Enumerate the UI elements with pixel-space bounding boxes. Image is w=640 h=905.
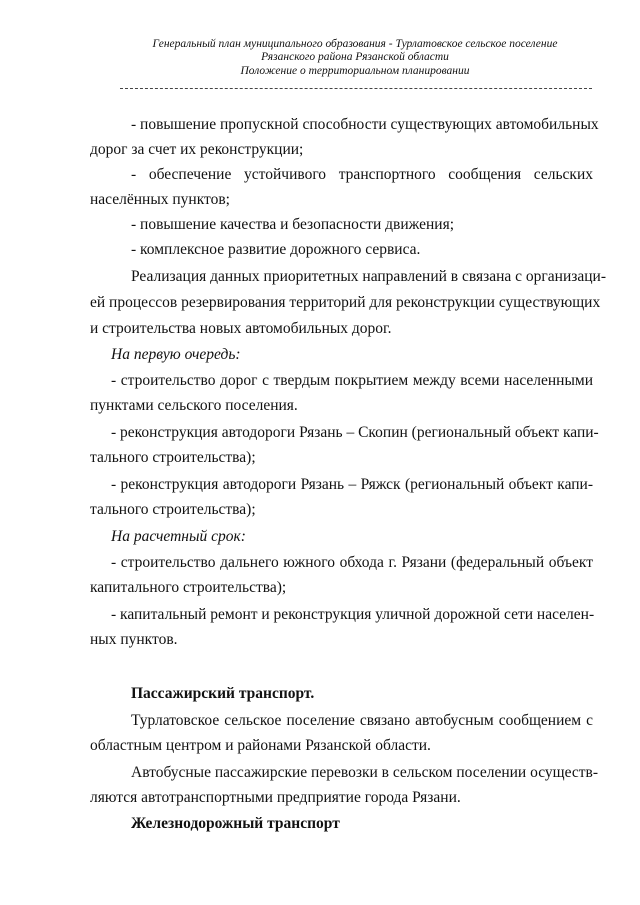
body-line: - реконструкция автодороги Рязань – Скопин (региональный объект капи-	[111, 424, 599, 441]
section-heading-passenger-transport: Пассажирский транспорт.	[131, 685, 315, 702]
body-line: - капитальный ремонт и реконструкция уличной дорожной сети населен-	[111, 606, 595, 623]
body-line: капитального строительства);	[90, 579, 287, 596]
header-line-3: Положение о территориальном планировании	[240, 64, 470, 77]
body-line: - комплексное развитие дорожного сервиса.	[131, 241, 421, 258]
header-line-1: Генеральный план муниципального образования - Турлатовское сельское поселение	[152, 38, 558, 50]
section-heading-railway-transport: Железнодорожный транспорт	[131, 815, 340, 832]
subheading-first-stage: На первую очередь:	[111, 346, 241, 363]
header-line-2: Рязанского района Рязанской области	[261, 51, 449, 64]
body-line: тального строительства);	[90, 449, 256, 466]
body-line: - строительство дальнего южного обхода г. Рязани (федеральный объект	[111, 554, 593, 571]
body-line: населённых пунктов;	[90, 191, 230, 208]
subheading-calculated-period: На расчетный срок:	[111, 528, 246, 545]
body-line: ляются автотранспортными предприятие города Рязани.	[90, 789, 461, 806]
body-line: - обеспечение устойчивого транспортного сообщения сельских	[131, 166, 593, 183]
body-line: ных пунктов.	[90, 631, 178, 648]
body-line: дорог за счет их реконструкции;	[90, 141, 304, 158]
body-line: ей процессов резервирования территорий для реконструкции существующих	[90, 294, 601, 311]
header-divider	[120, 88, 592, 89]
page-header	[120, 38, 590, 78]
body-line: областным центром и районами Рязанской области.	[90, 737, 431, 754]
body-line: - строительство дорог с твердым покрытием между всеми населенными	[111, 372, 593, 389]
body-line: тального строительства);	[90, 501, 256, 518]
body-line: Реализация данных приоритетных направлений в связана с организаци-	[131, 268, 607, 285]
body-line: - повышение качества и безопасности движения;	[131, 216, 455, 233]
body-line: - реконструкция автодороги Рязань – Ряжск (региональный объект капи-	[111, 476, 593, 493]
body-line: и строительства новых автомобильных дорог.	[90, 320, 392, 337]
body-line: пунктами сельского поселения.	[90, 397, 298, 414]
body-line: - повышение пропускной способности существующих автомобильных	[131, 116, 599, 133]
body-line: Турлатовское сельское поселение связано автобусным сообщением с	[131, 712, 593, 729]
body-line: Автобусные пассажирские перевозки в сельском поселении осуществ-	[131, 764, 598, 781]
